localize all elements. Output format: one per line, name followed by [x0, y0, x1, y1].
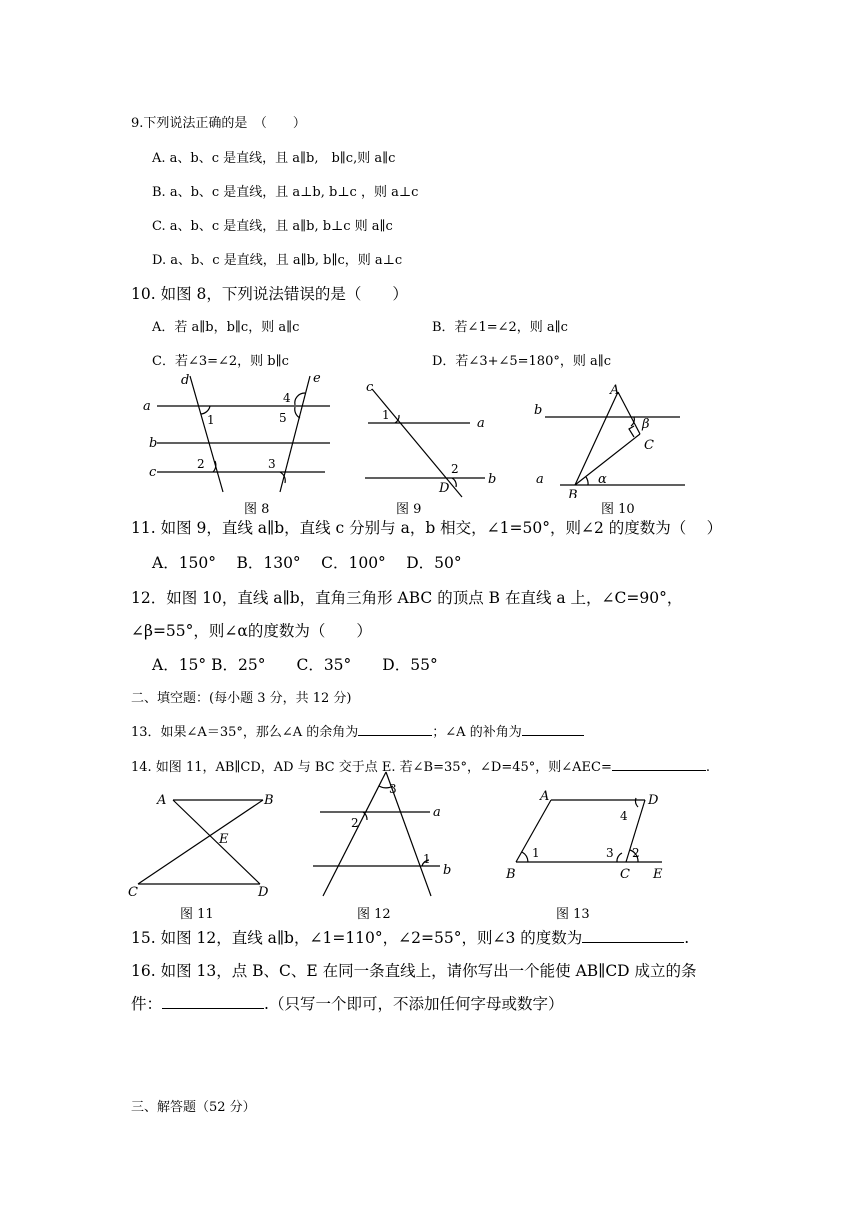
label-1: 1	[382, 408, 390, 422]
figure-9	[360, 375, 505, 500]
label-2: 2	[632, 846, 640, 860]
label-1: 1	[532, 846, 540, 860]
q12-stem-1: 12．如图 10，直线 a∥b，直角三角形 ABC 的顶点 B 在直线 a 上，∠C=90°，	[131, 589, 683, 607]
fig10-caption: 图 10	[601, 502, 635, 517]
q12-options: A．15° B．25° C．35° D．55°	[152, 656, 438, 674]
label-b: b	[488, 472, 497, 487]
label-2: 2	[351, 816, 359, 830]
label-c: c	[149, 465, 157, 480]
label-D: D	[258, 885, 269, 900]
q16-line2-b: .（只写一个即可，不添加任何字母或数字）	[264, 995, 564, 1013]
q14-end: .	[705, 760, 711, 775]
label-a: a	[433, 805, 441, 820]
q13-line	[131, 721, 584, 740]
label-b: b	[149, 436, 158, 451]
label-a: a	[536, 472, 544, 487]
angle-1-arc	[522, 852, 528, 862]
figure-12	[305, 770, 465, 900]
figure-11	[125, 786, 285, 904]
q13-blank-2[interactable]	[522, 721, 584, 736]
q9-option-b: B. a、b、c 是直线，且 a⊥b, b⊥c ，则 a⊥c	[152, 185, 419, 200]
label-1: 1	[207, 413, 215, 427]
label-A: A	[157, 793, 167, 808]
section-2-title: 二、填空题：(每小题 3 分，共 12 分)	[131, 691, 352, 706]
q14-text: 14. 如图 11，AB∥CD，AD 与 BC 交于点 E. 若∠B=35°，∠D=45°，则∠AEC=	[131, 760, 612, 775]
label-alpha: α	[598, 472, 607, 487]
q11-options: A．150° B．130° C．100° D．50°	[152, 554, 462, 572]
angle-4-arc	[636, 798, 638, 807]
label-beta: β	[642, 417, 650, 432]
label-3: 3	[606, 846, 614, 860]
label-b: b	[534, 403, 543, 418]
label-2: 2	[451, 462, 459, 476]
q16-line2-a: 件：	[131, 995, 163, 1013]
q16-blank[interactable]	[162, 994, 264, 1009]
label-e: e	[313, 371, 321, 386]
label-a: a	[143, 399, 151, 414]
q11-stem: 11. 如图 9，直线 a∥b，直线 c 分别与 a，b 相交，∠1=50°，则∠2 的度数为（ ）	[131, 519, 723, 537]
q15-text: 15. 如图 12，直线 a∥b，∠1=110°，∠2=55°，则∠3 的度数为	[131, 929, 583, 947]
label-b: b	[443, 863, 452, 878]
fig13-caption: 图 13	[556, 907, 590, 922]
q10-stem: 10. 如图 8，下列说法错误的是（ ）	[131, 285, 408, 303]
label-4: 4	[283, 391, 291, 405]
q15-blank[interactable]	[582, 928, 684, 943]
label-B: B	[506, 867, 516, 882]
label-1: 1	[423, 852, 431, 866]
label-D: D	[648, 793, 659, 808]
label-E: E	[653, 867, 663, 882]
q10-option-b: B．若∠1=∠2，则 a∥c	[432, 320, 568, 335]
q15-end: .	[684, 929, 690, 947]
line-d	[190, 376, 223, 492]
label-3: 3	[389, 782, 397, 796]
q12-stem-2: ∠β=55°，则∠α的度数为（ ）	[131, 622, 372, 640]
fig9-caption: 图 9	[396, 502, 422, 517]
label-D: D	[439, 481, 450, 496]
angle-alpha-arc	[586, 477, 588, 485]
label-5: 5	[279, 411, 287, 425]
q16-line-1: 16. 如图 13，点 B、C、E 在同一条直线上，请你写出一个能使 AB∥CD 成立的条	[131, 962, 697, 980]
q9-stem: 9.下列说法正确的是 （ ）	[131, 116, 306, 131]
q14-blank[interactable]	[612, 756, 706, 771]
q16-line-2	[131, 992, 563, 1014]
q13-part2: ；∠A 的补角为	[432, 725, 522, 740]
label-3: 3	[268, 457, 276, 471]
fig12-caption: 图 12	[357, 907, 391, 922]
label-A: A	[540, 789, 550, 804]
fig11-caption: 图 11	[180, 907, 214, 922]
label-C: C	[644, 438, 654, 453]
label-C: C	[128, 885, 138, 900]
fig8-caption: 图 8	[244, 502, 270, 517]
label-E: E	[219, 832, 229, 847]
q10-option-d: D．若∠3+∠5=180°，则 a∥c	[432, 354, 612, 369]
q10-option-c: C．若∠3=∠2，则 b∥c	[152, 354, 289, 369]
label-2: 2	[197, 457, 205, 471]
q10-option-a: A．若 a∥b，b∥c，则 a∥c	[152, 320, 300, 335]
q9-option-c: C. a、b、c 是直线，且 a∥b, b⊥c 则 a∥c	[152, 219, 393, 234]
label-d: d	[181, 373, 190, 388]
q15-line	[131, 926, 689, 948]
label-a: a	[477, 416, 485, 431]
figure-13	[500, 786, 680, 886]
label-A: A	[610, 383, 620, 398]
figure-8	[135, 368, 335, 498]
figure-10	[530, 380, 690, 498]
label-C: C	[620, 867, 630, 882]
q13-part1: 13．如果∠A＝35°，那么∠A 的余角为	[131, 725, 359, 740]
label-c: c	[366, 380, 374, 395]
q9-option-a: A. a、b、c 是直线，且 a∥b, b∥c,则 a∥c	[152, 151, 396, 166]
label-B: B	[568, 488, 578, 498]
angle-3-arc	[617, 853, 622, 862]
q9-option-d: D. a、b、c 是直线，且 a∥b, b∥c，则 a⊥c	[152, 253, 403, 268]
label-4: 4	[620, 809, 628, 823]
section-3-title: 三、解答题（52 分）	[131, 1100, 256, 1115]
q13-blank-1[interactable]	[358, 721, 432, 736]
label-B: B	[264, 793, 274, 808]
right-angle-mark	[629, 426, 634, 437]
